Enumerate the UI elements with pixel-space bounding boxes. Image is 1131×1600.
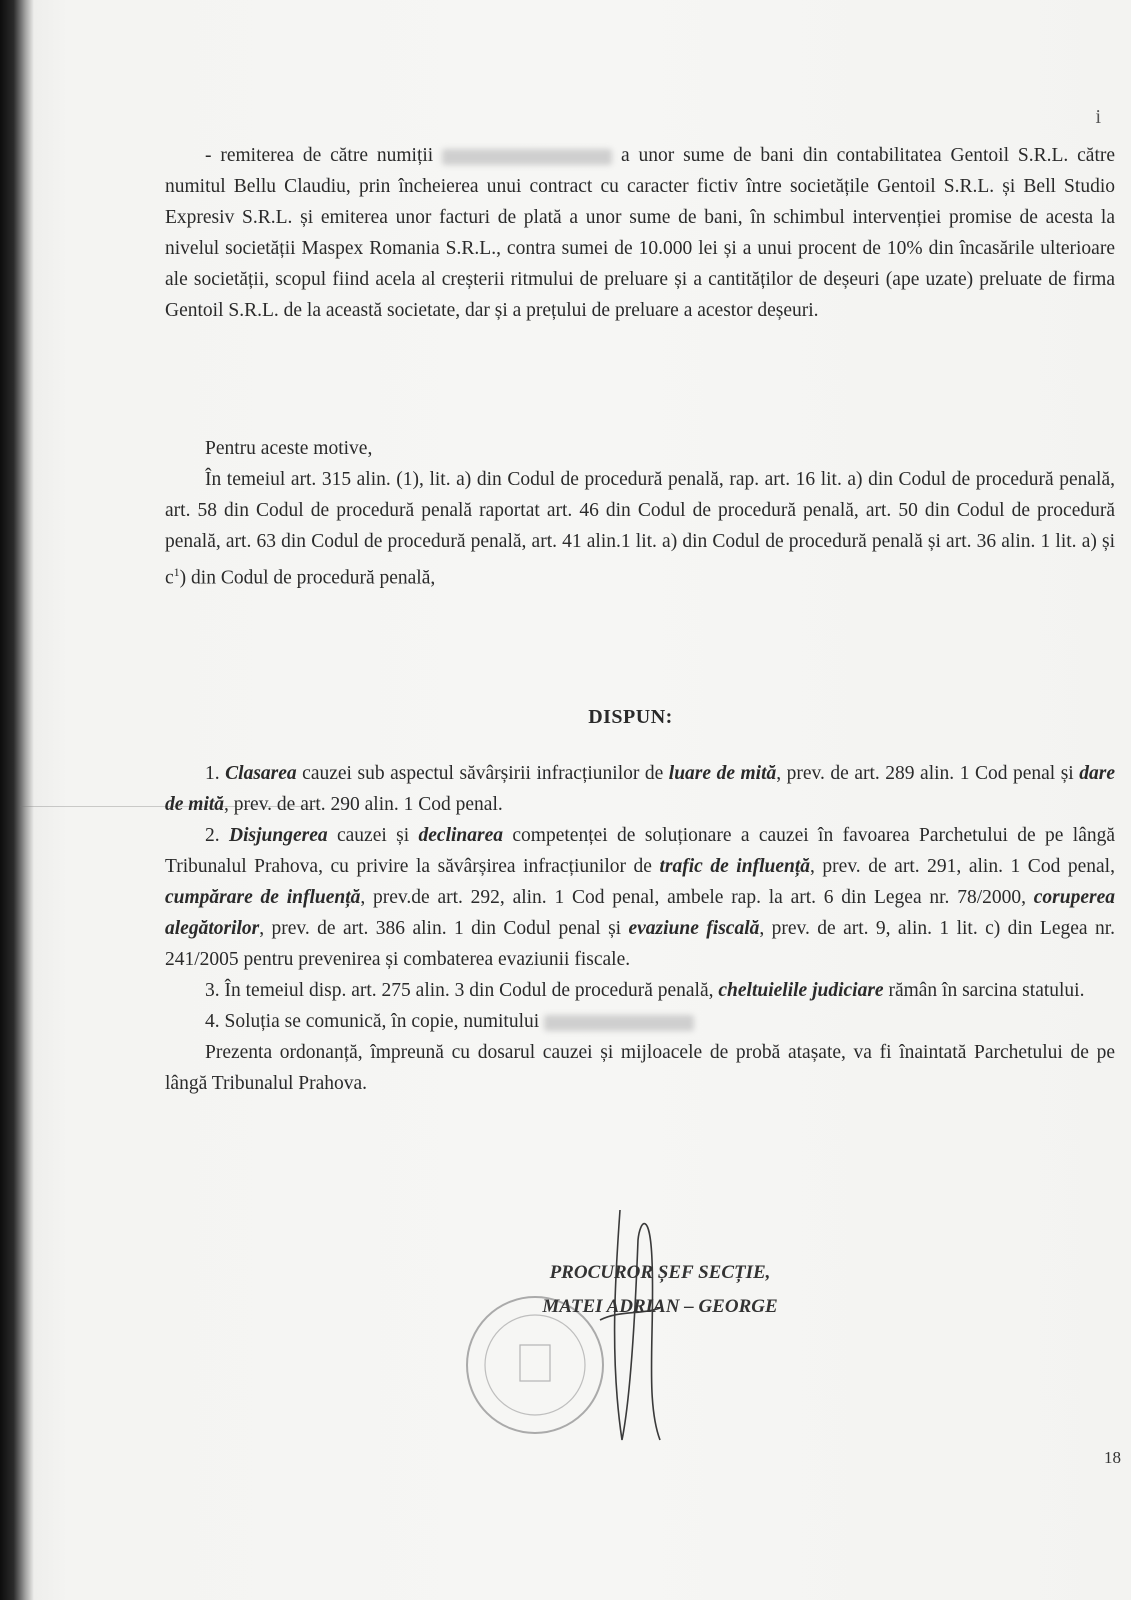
redacted-name	[442, 149, 612, 165]
item-2-offense-2: cumpărare de influență	[165, 887, 361, 908]
temei-end: ) din Codul de procedură penală,	[179, 567, 436, 589]
item-1-text-b: , prev. de art. 289 alin. 1 Cod penal și	[776, 763, 1080, 784]
item-2-text-a: cauzei și	[327, 825, 419, 846]
item-2	[165, 820, 1115, 975]
item-1-number: 1.	[205, 763, 220, 784]
item-3-text-a: 3. În temeiul disp. art. 275 alin. 3 din Codul de procedură penală,	[205, 980, 719, 1001]
signature-title: PROCUROR ȘEF SECȚIE,	[549, 1262, 771, 1283]
item-3-text-b: rămân în sarcina statului.	[883, 980, 1085, 1001]
item-1-offense-1: luare de mită	[668, 763, 777, 784]
page-number: 18	[1104, 1448, 1121, 1467]
final-paragraph: Prezenta ordonanță, împreună cu dosarul cauzei și mijloacele de probă atașate, va fi înaintată Parchetului de pe lângă Tribunalul Prahova.	[165, 1042, 1115, 1094]
signature-block	[480, 1256, 840, 1324]
motive-text: Pentru aceste motive,	[205, 438, 373, 459]
item-2-text-f: , prev. de art. 9, alin. 1 lit. c) din Legea nr. 241/2005 pentru prevenirea și combaterea evaziunii fiscale.	[165, 918, 1115, 970]
item-1	[165, 758, 1115, 820]
item-1-offense-2: dare de mită	[165, 763, 1115, 815]
temei-text	[165, 464, 1115, 594]
item-1-text-a: cauzei sub aspectul săvârșirii infracțiunilor de	[296, 763, 669, 784]
paragraph-rest: a unor sume de bani din contabilitatea Gentoil S.R.L. către numitul Bellu Claudiu, prin încheierea unui contract cu caracter fictiv între societățile Gentoil S.R.L. și Bell Studio Expresiv S.R.L. și emiterea unor facturi de plată a unor sume de bani, în schimbul intervenției promise de acesta la nivelul societății Maspex Romania S.R.L., contra sumei de 10.000 lei și a unui procent de 10% din încasările ulterioare ale societății, scopul fiind acela al creșterii ritmului de preluare și a cantităților de deșeuri (ape uzate) preluate de firma Gentoil S.R.L. de la această societate, dar și a prețului de preluare a acestor deșeuri.	[165, 145, 1116, 321]
item-4	[165, 1006, 1115, 1037]
temei-sup: 1	[173, 565, 180, 579]
item-2-term: Disjungerea	[229, 825, 328, 846]
temei-body: În temeiul art. 315 alin. (1), lit. a) din Codul de procedură penală, rap. art. 16 lit. a) din Codul de procedură penală, art. 58 din Codul de procedură penală raportat art. 46 din Codul de procedură penală, art. 50 din Codul de procedură penală, art. 63 din Codul de procedură penală, art. 41 alin.1 lit. a) din Codul de procedură penală și art. 36 alin. 1 lit. a) și c	[165, 469, 1115, 589]
item-2-text-d: , prev.de art. 292, alin. 1 Cod penal, ambele rap. la art. 6 din Legea nr. 78/2000,	[360, 887, 1034, 908]
dispozitiv	[165, 758, 1115, 1099]
item-2-number: 2.	[205, 825, 220, 846]
item-2-text-c: , prev. de art. 291, alin. 1 Cod penal,	[810, 856, 1115, 877]
corner-mark: i	[1095, 106, 1101, 128]
item-2-term-2: declinarea	[418, 825, 504, 846]
item-2-offense-1: trafic de influență	[659, 856, 810, 877]
motive-block	[165, 433, 1115, 594]
dispun-heading: DISPUN:	[588, 706, 673, 728]
item-4-text: 4. Soluția se comunică, în copie, numitului	[205, 1011, 540, 1032]
scan-edge-shadow	[0, 0, 34, 1600]
item-3	[165, 975, 1115, 1006]
paragraph-start: - remiterea de către numiții	[205, 145, 434, 166]
item-2-text-e: , prev. de art. 386 alin. 1 din Codul penal și	[259, 918, 629, 939]
item-3-term: cheltuielile judiciare	[718, 980, 884, 1001]
item-2-offense-3: coruperea alegătorilor	[165, 887, 1116, 939]
signature-name: MATEI ADRIAN – GEORGE	[542, 1296, 778, 1317]
item-1-term: Clasarea	[225, 763, 297, 784]
item-1-text-c: , prev. de art. 290 alin. 1 Cod penal.	[224, 794, 503, 815]
item-2-text-b: competenței de soluționare a cauzei în favoarea Parchetului de pe lângă Tribunalul Prahova, cu privire la săvârșirea infracțiunilor de	[165, 825, 1116, 877]
item-2-offense-4: evaziune fiscală	[628, 918, 760, 939]
paragraph-remiterea	[165, 140, 1115, 326]
redacted-recipient	[544, 1015, 694, 1031]
